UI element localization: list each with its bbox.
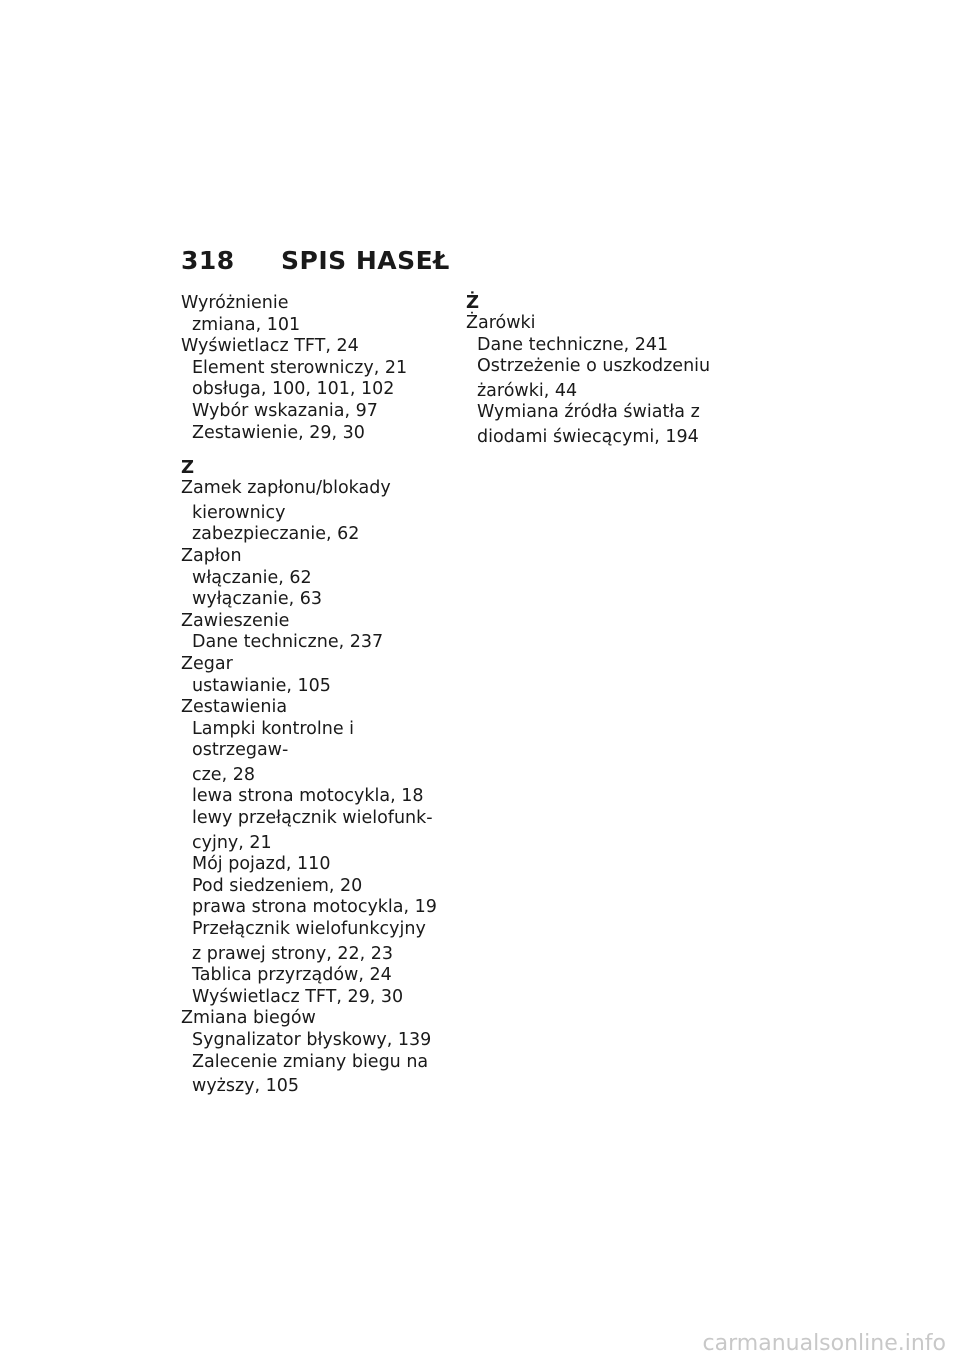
index-subentry: Sygnalizator błyskowy, 139 (192, 1030, 432, 1050)
index-subentry: Zestawienie, 29, 30 (192, 422, 365, 443)
index-term: Żarówki (466, 313, 536, 333)
index-subentry: Zalecenie zmiany biegu na (192, 1051, 429, 1072)
index-subentry: Dane techniczne, 241 (477, 334, 669, 355)
index-subentry: ustawianie, 105 (192, 675, 331, 696)
index-subentry: Wyświetlacz TFT, 29, 30 (192, 986, 404, 1007)
index-term: Zamek zapłonu/blokady (181, 478, 391, 499)
page-title: SPIS HASEŁ (281, 246, 450, 275)
index-subentry: Dane techniczne, 237 (192, 632, 384, 653)
index-subentry: włączanie, 62 (192, 567, 312, 588)
index-term: Zawieszenie (181, 610, 290, 631)
page-header (181, 246, 450, 276)
index-subentry: Wybór wskazania, 97 (192, 400, 378, 421)
index-letter-heading: Ż (466, 292, 480, 313)
index-term: Zapłon (181, 545, 242, 566)
index-entry-continuation: kierownicy (192, 502, 286, 523)
index-subentry: wyłączanie, 63 (192, 589, 323, 610)
index-subentry: zabezpieczanie, 62 (192, 524, 360, 545)
index-letter-heading: Z (181, 457, 195, 479)
index-term: Wyróżnienie (181, 293, 289, 313)
index-subentry: Tablica przyrządów, 24 (192, 965, 392, 986)
index-subentry: Ostrzeżenie o uszkodzeniu (477, 356, 711, 377)
index-term: Wyświetlacz TFT, 24 (181, 336, 359, 357)
page-number: 318 (181, 246, 235, 275)
index-subentry: Pod siedzeniem, 20 (192, 875, 363, 896)
index-subentry: obsługa, 100, 101, 102 (192, 379, 395, 400)
index-entry-continuation: cyjny, 21 (192, 832, 272, 853)
index-subentry: Lampki kontrolne i ostrzegaw- (192, 718, 355, 761)
index-term: Zestawienia (181, 697, 288, 718)
index-subentry: prawa strona motocykla, 19 (192, 897, 437, 918)
index-subentry: Przełącznik wielofunkcyjny (192, 919, 426, 940)
index-subentry: lewa strona motocykla, 18 (192, 786, 424, 807)
index-entry-continuation: z prawej strony, 22, 23 (192, 943, 394, 964)
index-entry-continuation: cze, 28 (192, 764, 255, 785)
watermark: carmanualsonline.info (702, 1331, 946, 1356)
index-subentry: zmiana, 101 (192, 314, 301, 335)
index-subentry: lewy przełącznik wielofunk- (192, 808, 433, 829)
index-entry-continuation: diodami świecącymi, 194 (477, 426, 699, 447)
index-term: Zegar (181, 653, 233, 674)
index-column-right (466, 293, 726, 449)
index-subentry: Element sterowniczy, 21 (192, 357, 408, 378)
index-subentry: Wymiana źródła światła z (477, 402, 700, 423)
index-entry-continuation: wyższy, 105 (192, 1076, 300, 1097)
index-term: Zmiana biegów (181, 1008, 316, 1029)
index-column-left (181, 293, 451, 1098)
index-subentry: Mój pojazd, 110 (192, 854, 331, 875)
index-entry-continuation: żarówki, 44 (477, 380, 578, 401)
